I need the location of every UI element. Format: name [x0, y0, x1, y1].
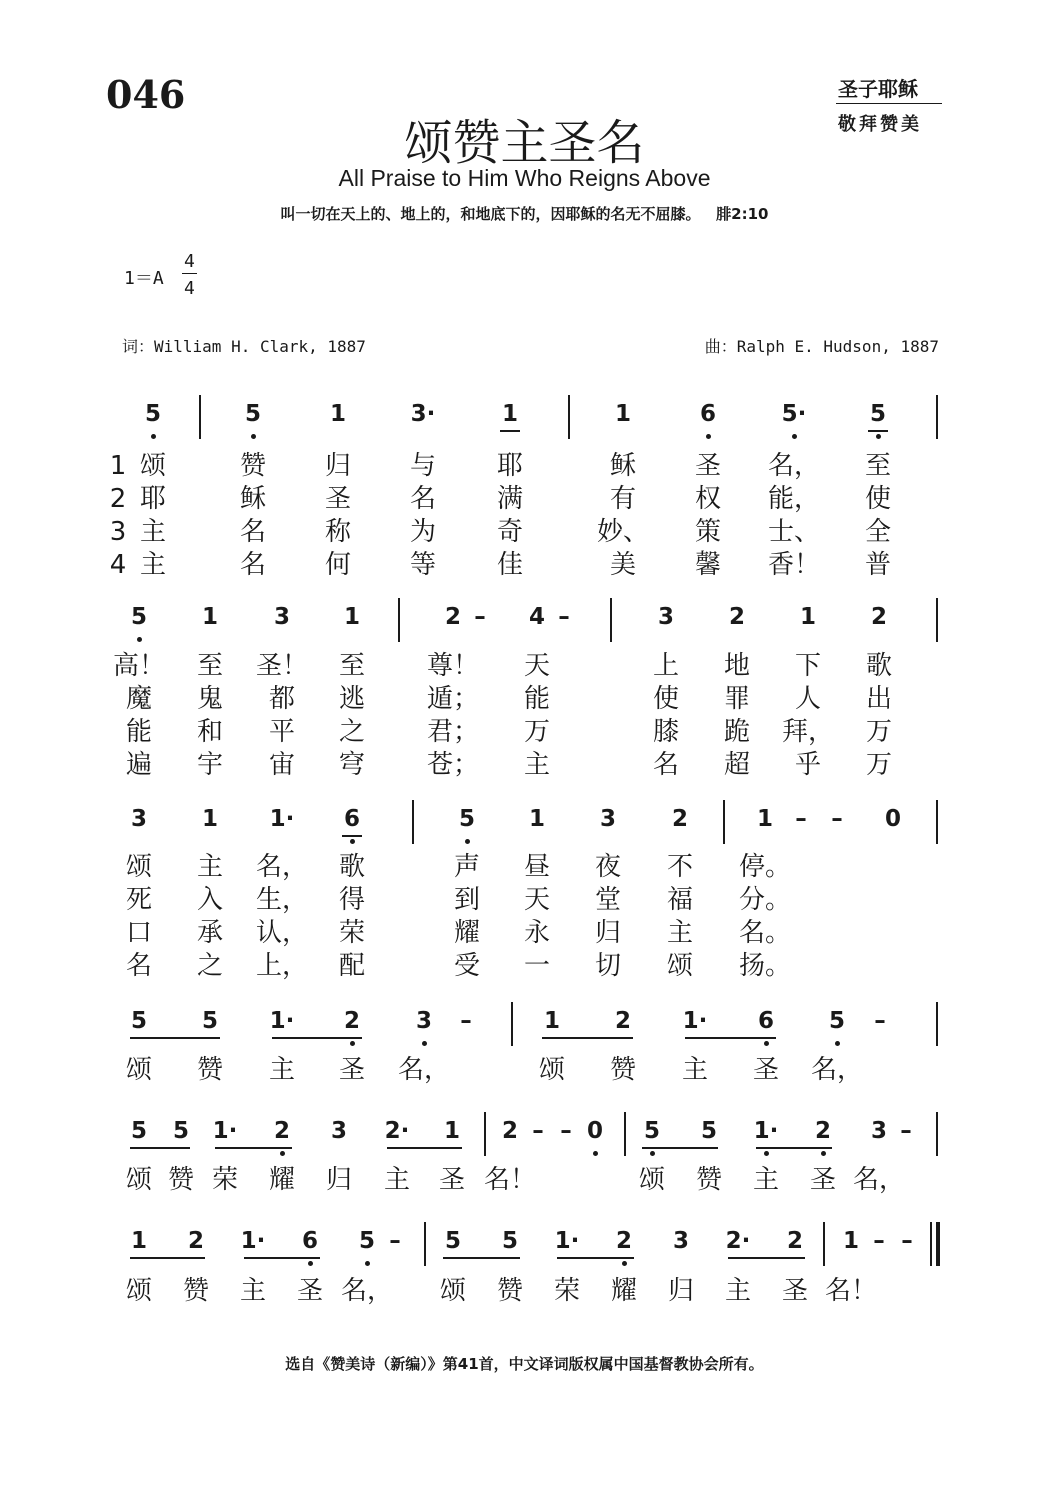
note: 2	[343, 1008, 361, 1034]
lyric-syllable: 主	[724, 1276, 752, 1306]
lyricist: 词：William H. Clark, 1887	[122, 337, 366, 356]
barline	[412, 800, 414, 844]
lyric-syllable: 颂	[638, 1165, 666, 1195]
lyric-syllable: 夜	[594, 852, 622, 882]
lyric-syllable: 稣	[609, 451, 637, 481]
note: 2	[615, 1228, 633, 1254]
beam-underline	[756, 1147, 832, 1149]
note: 3	[672, 1228, 690, 1254]
barline	[398, 598, 400, 642]
lyric-syllable: 圣	[438, 1165, 466, 1195]
lyric-syllable: 能	[125, 717, 153, 747]
lyric-syllable: 昼	[523, 852, 551, 882]
note: 1	[329, 401, 347, 427]
lyric-syllable: 堂	[594, 885, 622, 915]
note: 5	[700, 1118, 718, 1144]
footer-note: 选自《赞美诗（新编）》第41首，中文译词版权属中国基督教协会所有。	[285, 1355, 764, 1373]
note: 2·	[384, 1118, 410, 1144]
note: 2	[671, 806, 689, 832]
lyric-syllable: 奇	[496, 517, 524, 547]
lyric-syllable: 鬼	[196, 684, 224, 714]
lyric-syllable: 赞	[239, 451, 267, 481]
lyric-syllable: 主	[196, 852, 224, 882]
octave-dot	[650, 1151, 655, 1156]
lyric-syllable: 与	[409, 451, 437, 481]
barline	[723, 800, 725, 844]
note: 0	[884, 806, 902, 832]
lyric-syllable: 赞	[609, 1055, 637, 1085]
note: 3	[330, 1118, 348, 1144]
note: –	[831, 806, 843, 832]
lyric-syllable: 上，	[255, 951, 309, 981]
lyric-syllable: 天	[523, 885, 551, 915]
lyric-syllable: 赞	[695, 1165, 723, 1195]
lyric-syllable: 主	[523, 750, 551, 780]
octave-dot	[764, 1151, 769, 1156]
octave-dot	[764, 1041, 769, 1046]
note: 1·	[753, 1118, 779, 1144]
note: –	[460, 1008, 472, 1034]
beam-underline	[342, 835, 362, 837]
hymn-number: 046	[106, 72, 186, 117]
lyric-syllable: 宙	[268, 750, 296, 780]
octave-dot	[593, 1151, 598, 1156]
verse-number: 2	[109, 484, 127, 514]
english-title: All Praise to Him Who Reigns Above	[338, 165, 711, 191]
note: –	[532, 1118, 544, 1144]
final-barline-thick	[936, 1222, 940, 1266]
beam-underline	[215, 1147, 292, 1149]
lyric-syllable: 至	[338, 651, 366, 681]
lyric-syllable: 名	[125, 951, 153, 981]
lyric-syllable: 主	[268, 1055, 296, 1085]
lyric-syllable: 赞	[196, 1055, 224, 1085]
lyric-syllable: 普	[864, 550, 892, 580]
lyric-syllable: 有	[609, 484, 637, 514]
lyric-syllable: 到	[453, 885, 481, 915]
note: 1	[799, 604, 817, 630]
lyric-syllable: 逃	[338, 684, 366, 714]
lyric-syllable: 圣	[694, 451, 722, 481]
note: 3	[130, 806, 148, 832]
lyric-syllable: 圣	[338, 1055, 366, 1085]
lyric-syllable: 名！	[824, 1276, 878, 1306]
lyric-syllable: 耀	[453, 918, 481, 948]
lyric-syllable: 之	[196, 951, 224, 981]
note: 5	[444, 1228, 462, 1254]
barline	[936, 395, 938, 439]
key-signature: 1＝A	[124, 268, 164, 289]
note: –	[560, 1118, 572, 1144]
scripture-verse: 叫一切在天上的、地上的，和地底下的，因耶稣的名无不屈膝。 腓2:10	[280, 205, 769, 223]
lyric-syllable: 下	[794, 651, 822, 681]
octave-dot	[280, 1151, 285, 1156]
octave-dot	[251, 434, 256, 439]
lyric-syllable: 权	[694, 484, 722, 514]
lyric-syllable: 圣！	[255, 651, 309, 681]
note: 3	[870, 1118, 888, 1144]
lyric-syllable: 策	[694, 517, 722, 547]
note: 5	[144, 401, 162, 427]
lyric-syllable: 永	[523, 918, 551, 948]
lyric-syllable: 主	[139, 550, 167, 580]
note: 5	[643, 1118, 661, 1144]
note: 2	[273, 1118, 291, 1144]
octave-dot	[465, 839, 470, 844]
note: 2	[870, 604, 888, 630]
octave-dot	[792, 434, 797, 439]
lyric-syllable: 归	[667, 1276, 695, 1306]
lyric-syllable: 遍	[125, 750, 153, 780]
beam-underline	[557, 1257, 634, 1259]
note: –	[389, 1228, 401, 1254]
lyric-syllable: 颂	[666, 951, 694, 981]
lyric-syllable: 馨	[694, 550, 722, 580]
lyric-syllable: 万	[523, 717, 551, 747]
lyric-syllable: 颂	[139, 451, 167, 481]
lyric-syllable: 主	[666, 918, 694, 948]
lyric-syllable: 尊！	[426, 651, 480, 681]
lyric-syllable: 耶	[139, 484, 167, 514]
octave-dot	[308, 1261, 313, 1266]
note: 6	[343, 806, 361, 832]
lyric-syllable: 香！	[767, 550, 821, 580]
note: 5	[358, 1228, 376, 1254]
lyric-syllable: 承	[196, 918, 224, 948]
lyric-syllable: 圣	[324, 484, 352, 514]
lyric-syllable: 乎	[794, 750, 822, 780]
lyric-syllable: 声	[453, 852, 481, 882]
lyric-syllable: 停。	[738, 852, 792, 882]
lyric-syllable: 名，	[340, 1276, 394, 1306]
lyric-syllable: 满	[496, 484, 524, 514]
lyric-syllable: 和	[196, 717, 224, 747]
barline	[823, 1222, 825, 1266]
note: 1	[528, 806, 546, 832]
beam-underline	[130, 1147, 190, 1149]
note: 1	[201, 806, 219, 832]
lyric-syllable: 赞	[182, 1276, 210, 1306]
octave-dot	[876, 434, 881, 439]
lyric-syllable: 圣	[296, 1276, 324, 1306]
lyric-syllable: 荣	[211, 1165, 239, 1195]
octave-dot	[622, 1261, 627, 1266]
lyric-syllable: 等	[409, 550, 437, 580]
lyric-syllable: 高！	[112, 651, 166, 681]
category-sub: 敬拜赞美	[838, 114, 922, 135]
note: 2	[786, 1228, 804, 1254]
category-main: 圣子耶稣	[838, 77, 918, 101]
lyric-syllable: 使	[864, 484, 892, 514]
lyric-syllable: 名，	[810, 1055, 864, 1085]
octave-dot	[365, 1261, 370, 1266]
note: 5	[869, 401, 887, 427]
barline	[199, 395, 201, 439]
lyric-syllable: 名，	[255, 852, 309, 882]
octave-dot	[835, 1041, 840, 1046]
lyric-syllable: 稣	[239, 484, 267, 514]
lyric-syllable: 圣	[752, 1055, 780, 1085]
lyric-syllable: 拜，	[781, 717, 835, 747]
verse-number: 1	[109, 451, 127, 481]
note: 1	[443, 1118, 461, 1144]
lyric-syllable: 宇	[196, 750, 224, 780]
lyric-syllable: 名	[409, 484, 437, 514]
barline	[568, 395, 570, 439]
lyric-syllable: 名，	[767, 451, 821, 481]
lyric-syllable: 天	[523, 651, 551, 681]
lyric-syllable: 遁；	[426, 684, 480, 714]
lyric-syllable: 归	[325, 1165, 353, 1195]
note: –	[873, 1228, 885, 1254]
note: 3	[415, 1008, 433, 1034]
note: 6	[757, 1008, 775, 1034]
note: 3	[599, 806, 617, 832]
final-barline	[930, 1222, 932, 1266]
note: 2	[187, 1228, 205, 1254]
lyric-syllable: 罪	[723, 684, 751, 714]
barline	[484, 1112, 486, 1156]
barline	[424, 1222, 426, 1266]
verse-number: 4	[109, 550, 127, 580]
octave-dot	[821, 1151, 826, 1156]
lyric-syllable: 使	[652, 684, 680, 714]
lyric-syllable: 归	[324, 451, 352, 481]
lyric-syllable: 名，	[852, 1165, 906, 1195]
lyric-syllable: 扬。	[738, 951, 792, 981]
note: 5	[501, 1228, 519, 1254]
lyric-syllable: 何	[324, 550, 352, 580]
lyric-syllable: 魔	[125, 684, 153, 714]
verse-number: 3	[109, 517, 127, 547]
octave-dot	[706, 434, 711, 439]
lyric-syllable: 名	[652, 750, 680, 780]
lyric-syllable: 福	[666, 885, 694, 915]
lyric-syllable: 至	[196, 651, 224, 681]
note: –	[900, 1118, 912, 1144]
octave-dot	[422, 1041, 427, 1046]
beam-underline	[130, 1257, 205, 1259]
note: 1·	[212, 1118, 238, 1144]
note: 2·	[725, 1228, 751, 1254]
beam-underline	[685, 1037, 776, 1039]
barline	[936, 800, 938, 844]
note: 1	[543, 1008, 561, 1034]
lyric-syllable: 一	[523, 951, 551, 981]
octave-dot	[151, 434, 156, 439]
time-signature-top: 4	[184, 251, 195, 272]
note: 2	[814, 1118, 832, 1144]
beam-underline	[500, 430, 520, 432]
lyric-syllable: 颂	[125, 1055, 153, 1085]
lyric-syllable: 主	[139, 517, 167, 547]
note: 4	[528, 604, 546, 630]
note: 1	[201, 604, 219, 630]
beam-underline	[542, 1037, 633, 1039]
lyric-syllable: 荣	[338, 918, 366, 948]
lyric-syllable: 平	[268, 717, 296, 747]
note: –	[474, 604, 486, 630]
lyric-syllable: 切	[594, 951, 622, 981]
note: 5·	[781, 401, 807, 427]
lyric-syllable: 名。	[738, 918, 792, 948]
beam-underline	[443, 1257, 520, 1259]
lyric-syllable: 名，	[397, 1055, 451, 1085]
lyric-syllable: 人	[794, 684, 822, 714]
note: 1	[343, 604, 361, 630]
note: –	[795, 806, 807, 832]
note: 3	[657, 604, 675, 630]
note: 5	[130, 604, 148, 630]
lyric-syllable: 上	[652, 651, 680, 681]
note: 1·	[240, 1228, 266, 1254]
lyric-syllable: 主	[681, 1055, 709, 1085]
lyric-syllable: 美	[609, 550, 637, 580]
octave-dot	[350, 1041, 355, 1046]
lyric-syllable: 颂	[125, 1276, 153, 1306]
lyric-syllable: 颂	[538, 1055, 566, 1085]
lyric-syllable: 君；	[426, 717, 480, 747]
barline	[936, 598, 938, 642]
lyric-syllable: 超	[723, 750, 751, 780]
note: 5	[172, 1118, 190, 1144]
note: 1	[501, 401, 519, 427]
lyric-syllable: 跪	[723, 717, 751, 747]
beam-underline	[387, 1147, 462, 1149]
barline	[624, 1112, 626, 1156]
note: 1	[842, 1228, 860, 1254]
lyric-syllable: 圣	[809, 1165, 837, 1195]
note: 1	[130, 1228, 148, 1254]
lyric-syllable: 至	[864, 451, 892, 481]
lyric-syllable: 名！	[483, 1165, 537, 1195]
lyric-syllable: 生，	[255, 885, 309, 915]
note: 5	[201, 1008, 219, 1034]
barline	[511, 1002, 513, 1046]
octave-dot	[350, 839, 355, 844]
beam-underline	[868, 430, 888, 432]
lyric-syllable: 名	[239, 517, 267, 547]
lyric-syllable: 赞	[167, 1165, 195, 1195]
lyric-syllable: 耀	[610, 1276, 638, 1306]
lyric-syllable: 名	[239, 550, 267, 580]
lyric-syllable: 死	[125, 885, 153, 915]
lyric-syllable: 为	[409, 517, 437, 547]
lyric-syllable: 地	[723, 651, 751, 681]
note: 1·	[269, 1008, 295, 1034]
lyric-syllable: 穹	[338, 750, 366, 780]
page-title: 颂赞主圣名	[404, 115, 645, 171]
note: 5	[130, 1008, 148, 1034]
lyric-syllable: 全	[864, 517, 892, 547]
lyric-syllable: 士、	[767, 517, 821, 547]
beam-underline	[642, 1147, 718, 1149]
lyric-syllable: 颂	[125, 1165, 153, 1195]
lyric-syllable: 能，	[767, 484, 821, 514]
lyric-syllable: 归	[594, 918, 622, 948]
lyric-syllable: 主	[752, 1165, 780, 1195]
beam-underline	[130, 1037, 220, 1039]
barline	[936, 1002, 938, 1046]
beam-underline	[244, 1257, 320, 1259]
beam-underline	[728, 1257, 805, 1259]
note: 6	[301, 1228, 319, 1254]
note: 1·	[269, 806, 295, 832]
note: 5	[244, 401, 262, 427]
note: 2	[501, 1118, 519, 1144]
lyric-syllable: 分。	[738, 885, 792, 915]
note: 1	[756, 806, 774, 832]
note: 2	[444, 604, 462, 630]
octave-dot	[137, 637, 142, 642]
beam-underline	[272, 1037, 362, 1039]
note: 2	[614, 1008, 632, 1034]
lyric-syllable: 受	[453, 951, 481, 981]
lyric-syllable: 膝	[652, 717, 680, 747]
lyric-syllable: 得	[338, 885, 366, 915]
note: 1·	[682, 1008, 708, 1034]
note: 5	[828, 1008, 846, 1034]
note: 3·	[410, 401, 436, 427]
note: 1	[614, 401, 632, 427]
lyric-syllable: 佳	[496, 550, 524, 580]
barline	[936, 1112, 938, 1156]
barline	[610, 598, 612, 642]
lyric-syllable: 配	[338, 951, 366, 981]
lyric-syllable: 主	[383, 1165, 411, 1195]
lyric-syllable: 都	[268, 684, 296, 714]
lyric-syllable: 耀	[268, 1165, 296, 1195]
note: 3	[273, 604, 291, 630]
lyric-syllable: 万	[865, 750, 893, 780]
lyric-syllable: 颂	[125, 852, 153, 882]
note: 5	[458, 806, 476, 832]
lyric-syllable: 耶	[496, 451, 524, 481]
lyric-syllable: 认，	[255, 918, 309, 948]
lyric-syllable: 称	[324, 517, 352, 547]
lyric-syllable: 入	[196, 885, 224, 915]
lyric-syllable: 圣	[781, 1276, 809, 1306]
note: 5	[130, 1118, 148, 1144]
lyric-syllable: 苍；	[426, 750, 480, 780]
time-signature-bottom: 4	[184, 278, 195, 299]
note: –	[558, 604, 570, 630]
lyric-syllable: 之	[338, 717, 366, 747]
lyric-syllable: 歌	[865, 651, 893, 681]
lyric-syllable: 万	[865, 717, 893, 747]
lyric-syllable: 妙、	[596, 517, 650, 547]
note: –	[874, 1008, 886, 1034]
note: 1·	[554, 1228, 580, 1254]
lyric-syllable: 荣	[553, 1276, 581, 1306]
lyric-syllable: 能	[523, 684, 551, 714]
lyric-syllable: 口	[125, 918, 153, 948]
note: 2	[728, 604, 746, 630]
lyric-syllable: 不	[666, 852, 694, 882]
lyric-syllable: 主	[239, 1276, 267, 1306]
composer: 曲：Ralph E. Hudson, 1887	[704, 337, 939, 356]
note: –	[901, 1228, 913, 1254]
lyric-syllable: 歌	[338, 852, 366, 882]
lyric-syllable: 颂	[439, 1276, 467, 1306]
note: 0	[586, 1118, 604, 1144]
note: 6	[699, 401, 717, 427]
lyric-syllable: 出	[865, 684, 893, 714]
lyric-syllable: 赞	[496, 1276, 524, 1306]
